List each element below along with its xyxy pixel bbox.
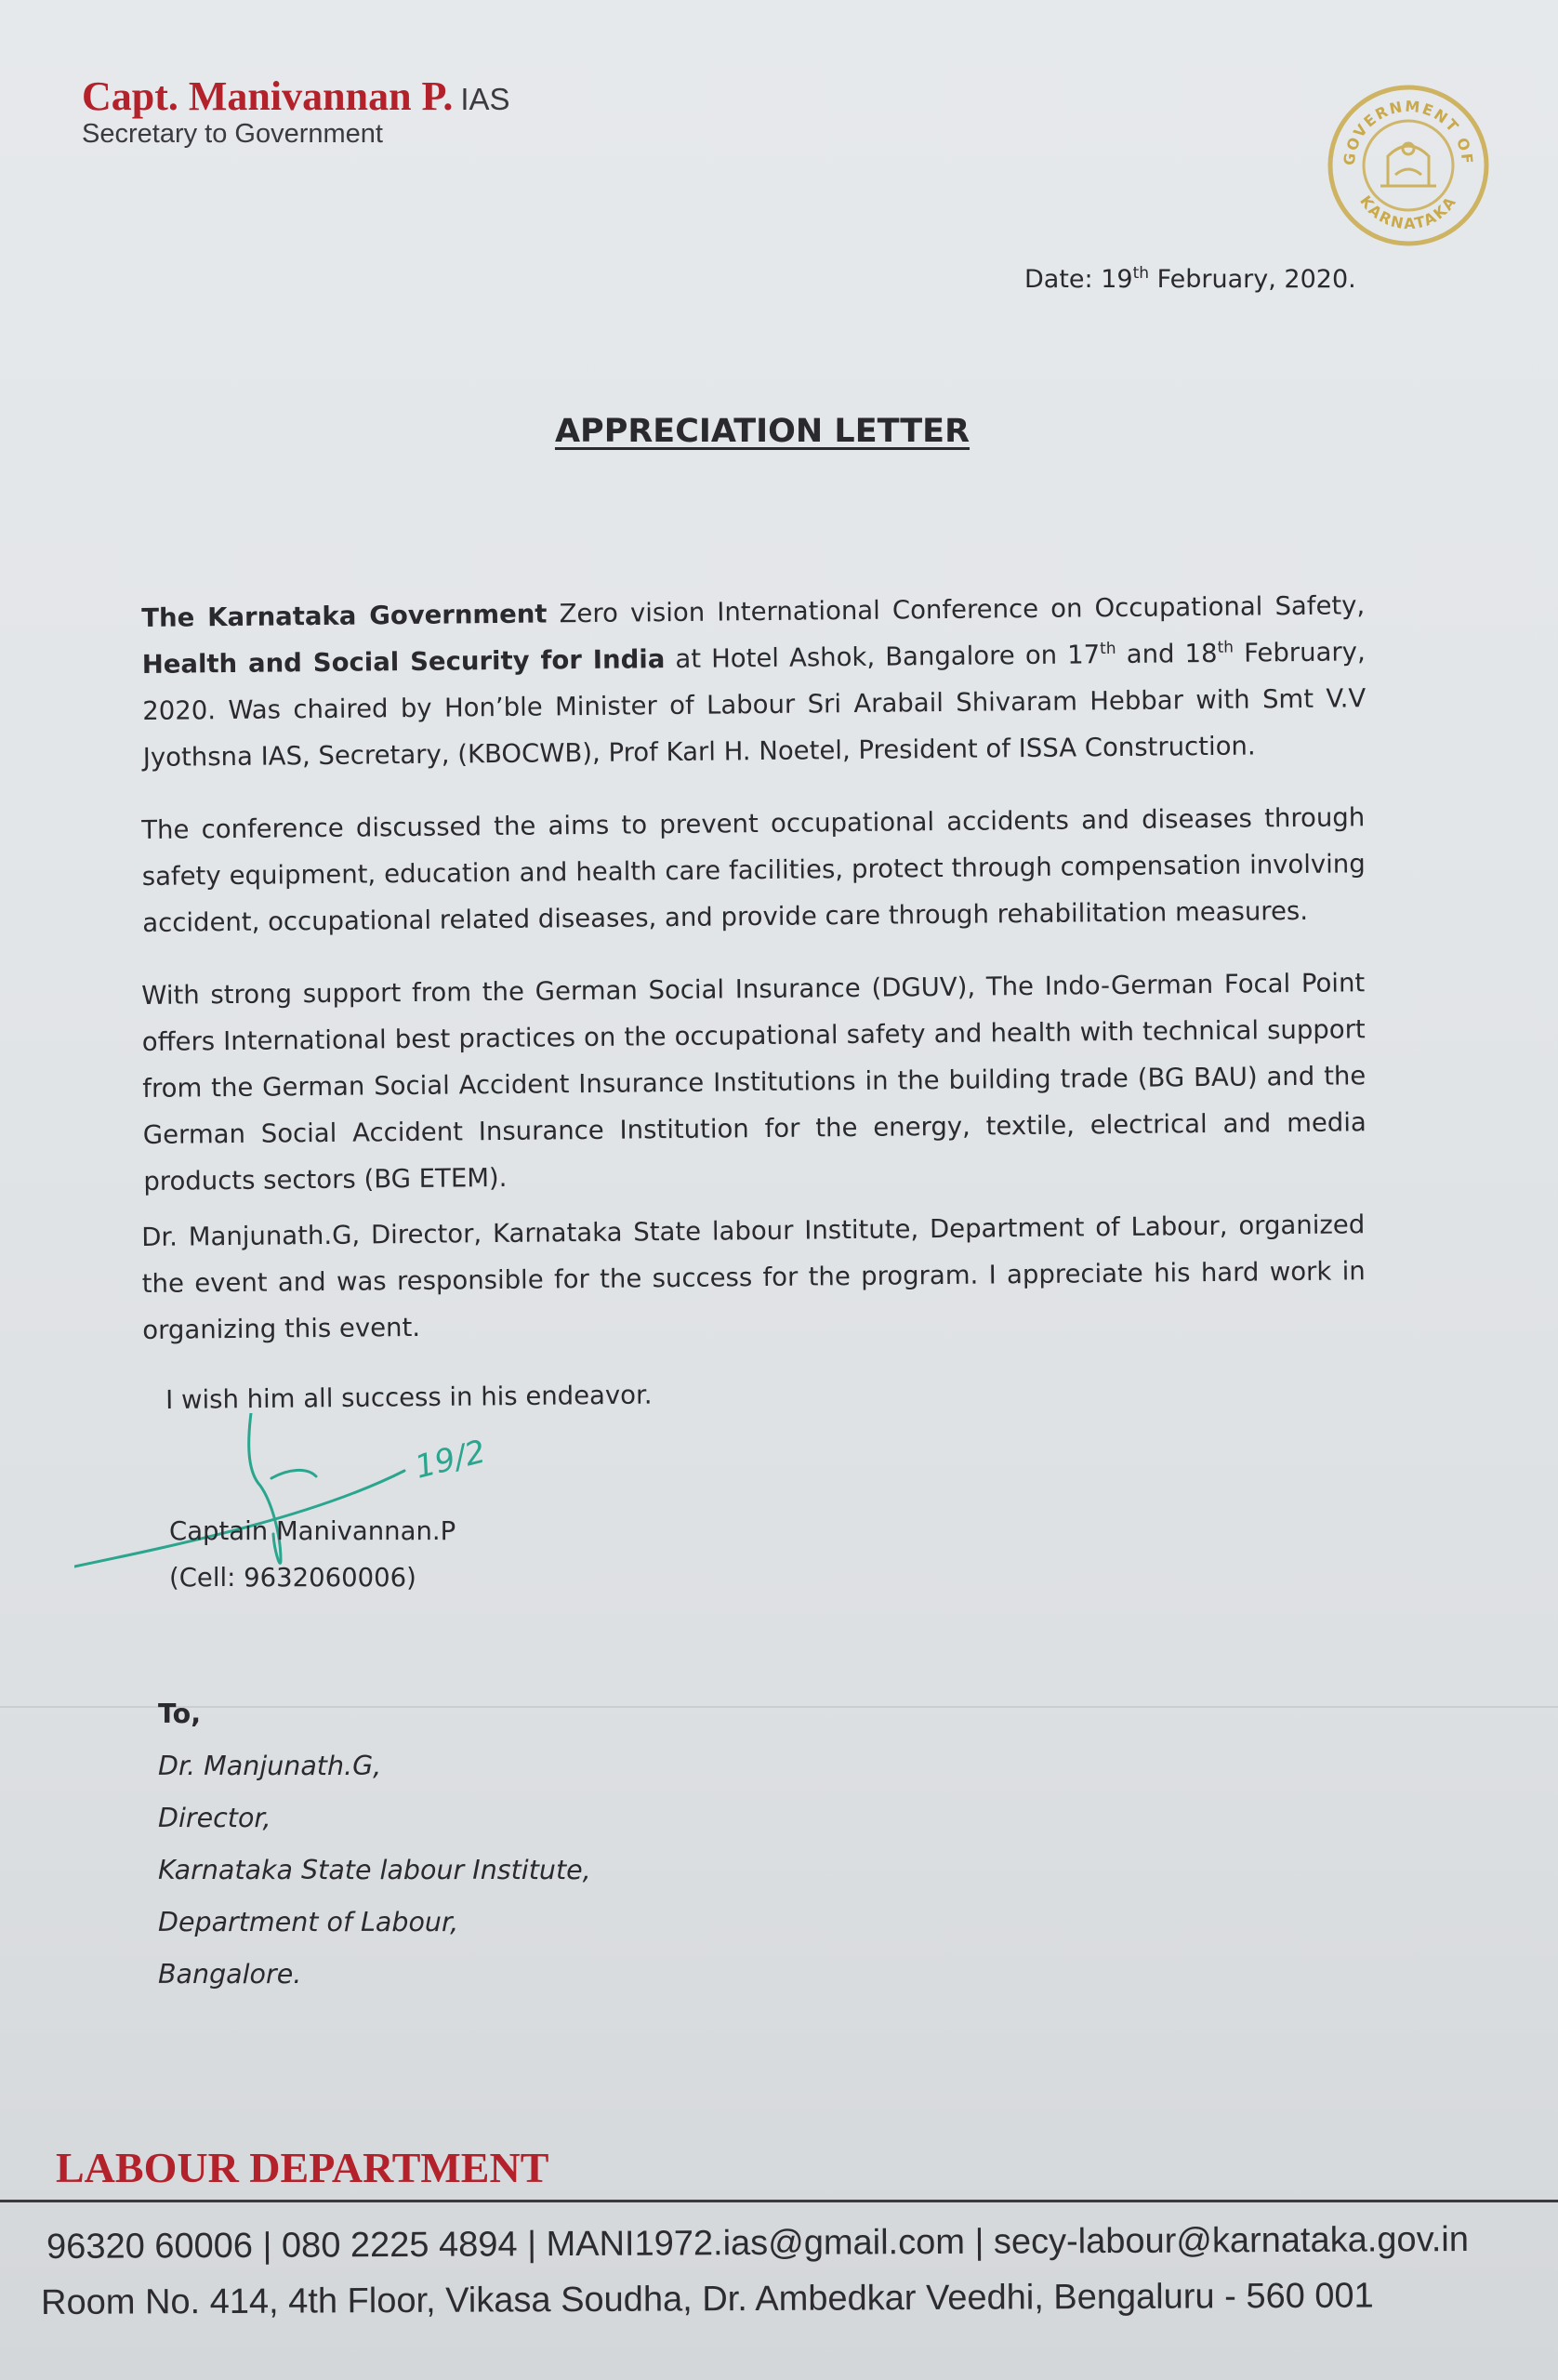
recipient-block <box>158 1688 591 2001</box>
recipient-city: Bangalore. <box>158 1959 302 1990</box>
signer-block <box>169 1508 456 1601</box>
recipient-institute: Karnataka State labour Institute, <box>158 1855 591 1885</box>
signature-date: 19/2 <box>411 1433 490 1487</box>
letterhead-designation: Secretary to Government <box>82 119 383 149</box>
government-seal-icon <box>1325 82 1492 249</box>
letter-date: Date: 19th February, 2020. <box>1024 264 1356 294</box>
letterhead-name: Capt. Manivannan P. IAS <box>82 73 510 119</box>
svg-text:KARNATAKA: KARNATAKA <box>1356 192 1460 233</box>
recipient-label: To, <box>158 1699 202 1729</box>
footer-divider <box>0 2200 1558 2202</box>
footer-contact: 96320 60006 | 080 2225 4894 | MANI1972.ias@gmail.com | secy-labour@karnataka.gov.in <box>46 2219 1470 2267</box>
letter-heading: APPRECIATION LETTER <box>554 413 970 450</box>
letterhead-suffix: IAS <box>460 82 510 116</box>
paragraph-appreciation: Dr. Manjunath.G, Director, Karnataka State labour Institute, Department of Labour, organized the event and was responsible for the success for the program. I appreciate his hard work in organizing this event. <box>141 1210 1366 1345</box>
paragraph-support: With strong support from the German Social Insurance (DGUV), The Indo-German Focal Point offers International best practices on the occupational safety and health with technical support from the German Social Accident Insurance Institutions in the building trade (BG BAU) and the German Social Accident Insurance Institution for the energy, textile, electrical and media products sectors (BG ETEM). <box>141 968 1367 1197</box>
recipient-designation: Director, <box>158 1803 271 1833</box>
paragraph-conference: The Karnataka Government Zero vision International Conference on Occupational Safety, Health and Social Security for India at Hotel Ashok, Bangalore on 17th and 18th February, 2020. Was chaired by Hon’ble Minister of Labour Sri Arabail Shivaram Hebbar with Smt V.V Jyothsna IAS, Secretary, (KBOCWB), Prof Karl H. Noetel, President of ISSA Construction. <box>141 590 1367 773</box>
closing-wish: I wish him all success in his endeavor. <box>165 1380 653 1415</box>
footer-department: LABOUR DEPARTMENT <box>56 2144 549 2191</box>
footer-address: Room No. 414, 4th Floor, Vikasa Soudha, Dr. Ambedkar Veedhi, Bengaluru - 560 001 <box>41 2276 1374 2322</box>
paragraph-aims: The conference discussed the aims to prevent occupational accidents and diseases through safety equipment, education and health care facilities, protect through compensation involving accident, occupational related diseases, and provide care through rehabilitation measures. <box>141 802 1366 938</box>
recipient-department: Department of Labour, <box>158 1907 459 1937</box>
signer-name: Captain Manivannan.P <box>169 1516 456 1546</box>
signer-cell: (Cell: 9632060006) <box>169 1563 416 1593</box>
svg-text:GOVERNMENT OF: GOVERNMENT OF <box>1340 97 1477 166</box>
recipient-name: Dr. Manjunath.G, <box>158 1751 382 1781</box>
